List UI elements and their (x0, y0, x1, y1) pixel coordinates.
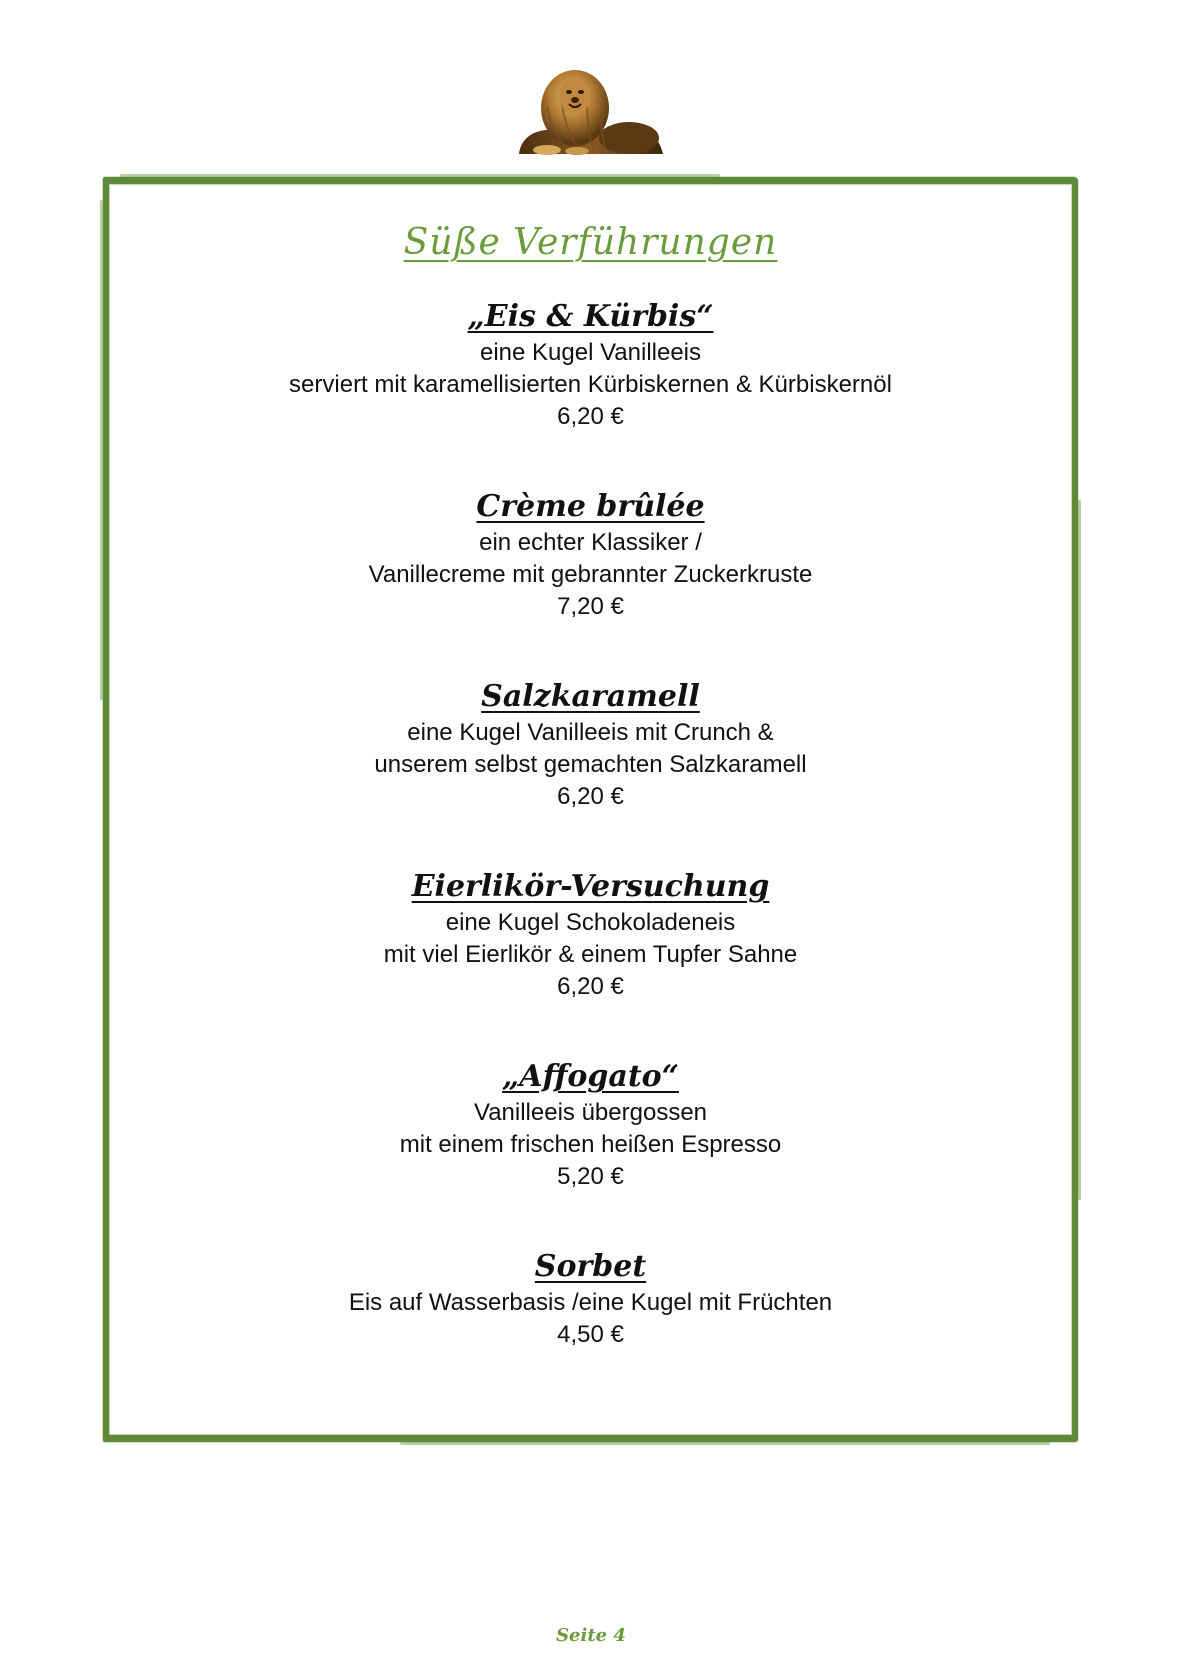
dish-name: Crème brûlée (476, 489, 705, 524)
dish-price: 6,20 € (557, 783, 624, 810)
dish-description: serviert mit karamellisierten Kürbiskernen & Kürbiskernöl (289, 371, 892, 398)
dish-description: eine Kugel Vanilleeis mit Crunch & (407, 719, 774, 746)
frame-brush-streak (1078, 500, 1081, 1200)
page-number: Seite 4 (556, 1625, 626, 1646)
dish-price: 7,20 € (557, 593, 624, 620)
dish-affogato (103, 1057, 1078, 1193)
dish-name: Sorbet (534, 1249, 647, 1284)
dish-description: unserem selbst gemachten Salzkaramell (374, 751, 807, 778)
menu-title: Süße Verführungen (403, 222, 778, 263)
dish-name: Eierlikör-Versuchung (411, 869, 770, 904)
dish-sorbet (103, 1247, 1078, 1351)
frame-brush-streak (100, 200, 103, 700)
dish-salzkaramell (103, 677, 1078, 813)
dish-description: Vanillecreme mit gebrannter Zuckerkruste (368, 561, 813, 588)
dish-description: eine Kugel Schokoladeneis (445, 909, 736, 936)
frame-brush-streak (120, 174, 720, 177)
dish-price: 6,20 € (557, 403, 624, 430)
dish-name: „Affogato“ (502, 1059, 679, 1094)
dish-eierlikoer-versuchung (103, 867, 1078, 1003)
lion-logo-icon (517, 66, 665, 156)
dish-price: 5,20 € (557, 1163, 624, 1190)
dish-description: Eis auf Wasserbasis /eine Kugel mit Früchten (348, 1289, 833, 1316)
dish-description: mit einem frischen heißen Espresso (399, 1131, 782, 1158)
dish-description: mit viel Eierlikör & einem Tupfer Sahne (383, 941, 798, 968)
dish-creme-brulee (103, 487, 1078, 623)
dish-name: Salzkaramell (481, 679, 700, 714)
dish-price: 6,20 € (557, 973, 624, 1000)
dish-name: „Eis & Kürbis“ (467, 299, 714, 334)
dish-description: eine Kugel Vanilleeis (479, 339, 702, 366)
dish-description: Vanilleeis übergossen (473, 1099, 708, 1126)
dish-price: 4,50 € (557, 1321, 624, 1348)
dish-description: ein echter Klassiker / (479, 529, 702, 556)
frame-brush-streak (400, 1442, 1050, 1445)
dish-eis-kuerbis (103, 297, 1078, 433)
